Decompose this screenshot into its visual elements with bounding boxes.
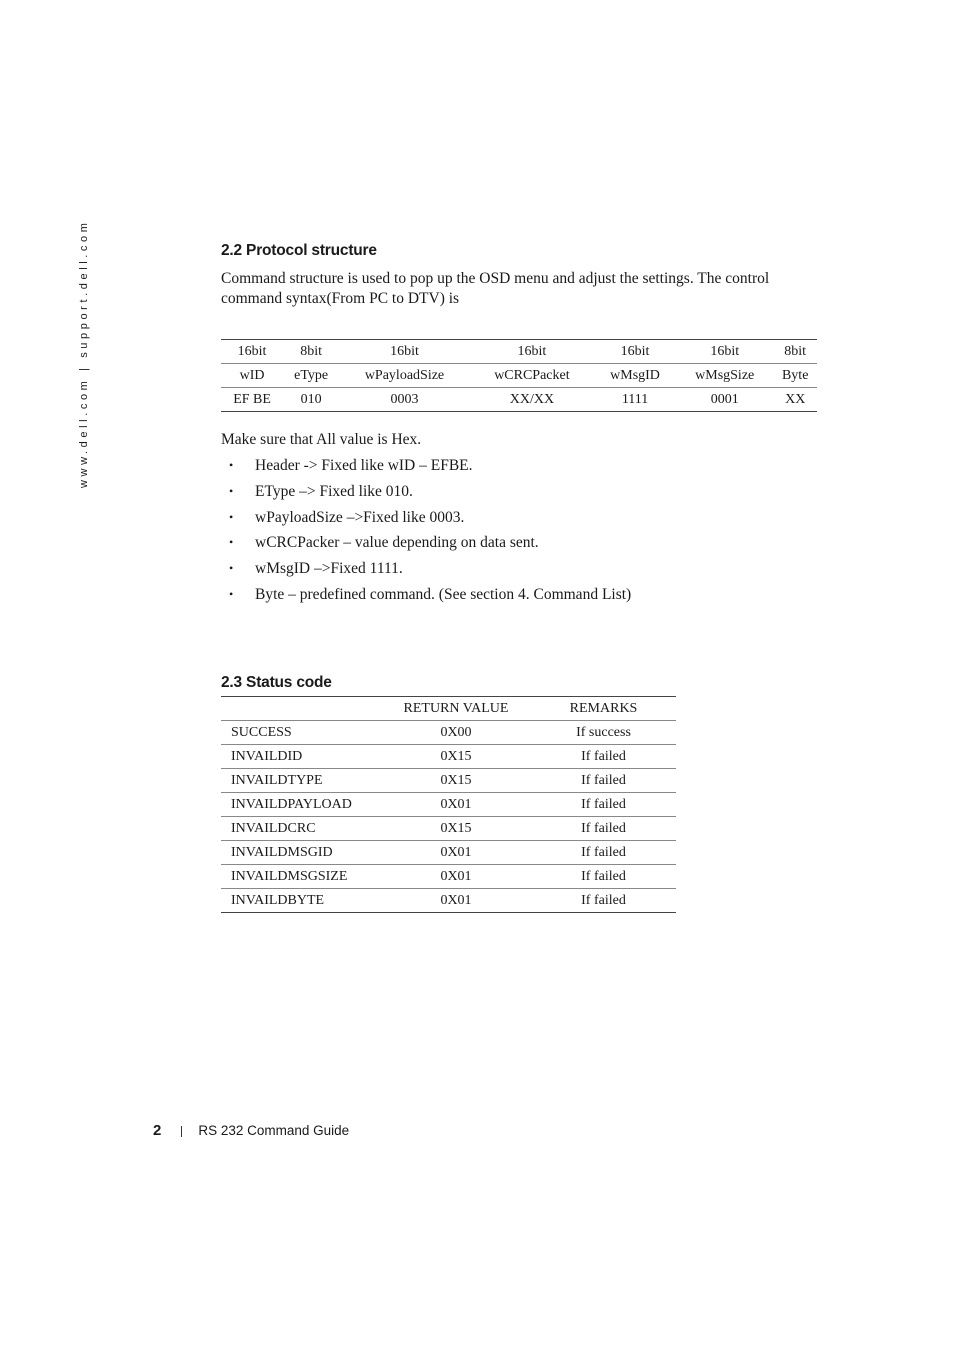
side-url: www.dell.com | support.dell.com: [78, 219, 90, 488]
field-bullet-list: [221, 454, 631, 609]
status-name: INVAILDID: [221, 745, 381, 769]
field-bullet-text: wCRCPacker – value depending on data sent.: [255, 534, 539, 552]
status-name: INVAILDCRC: [221, 817, 381, 841]
field-bullet-item: [221, 557, 631, 583]
protocol-table-cell: Byte: [773, 364, 817, 388]
status-row: [221, 745, 676, 769]
hex-note: [221, 431, 421, 449]
status-return-value: 0X01: [381, 865, 531, 889]
protocol-table-cell: 16bit: [470, 340, 594, 364]
status-col-name: [221, 697, 381, 721]
status-return-value: 0X15: [381, 769, 531, 793]
footer-title: RS 232 Command Guide: [198, 1123, 350, 1138]
protocol-table-cell: wMsgID: [594, 364, 676, 388]
status-return-value: 0X15: [381, 817, 531, 841]
status-remark: If failed: [531, 865, 676, 889]
protocol-table-cell: 8bit: [283, 340, 339, 364]
status-row: [221, 889, 676, 913]
status-row: [221, 841, 676, 865]
protocol-heading: 2.2 Protocol structure: [221, 242, 377, 259]
protocol-table-cell: 8bit: [773, 340, 817, 364]
field-bullet-item: [221, 506, 631, 532]
status-name: INVAILDMSGID: [221, 841, 381, 865]
status-heading: 2.3 Status code: [221, 674, 332, 691]
page-number: 2: [153, 1122, 162, 1139]
status-header-row: [221, 697, 676, 721]
status-return-value: 0X01: [381, 793, 531, 817]
status-remark: If failed: [531, 841, 676, 865]
protocol-table-row: [221, 340, 817, 364]
protocol-table-cell: eType: [283, 364, 339, 388]
field-bullet-item: [221, 480, 631, 506]
protocol-table-row: [221, 388, 817, 412]
status-col-return-value: RETURN VALUE: [381, 697, 531, 721]
protocol-table-cell: 0001: [676, 388, 773, 412]
bullet-dot-icon: •: [229, 458, 234, 472]
footer-separator: [181, 1126, 182, 1137]
status-remark: If failed: [531, 769, 676, 793]
status-return-value: 0X00: [381, 721, 531, 745]
status-name: INVAILDMSGSIZE: [221, 865, 381, 889]
protocol-table-cell: 010: [283, 388, 339, 412]
bullet-dot-icon: •: [229, 535, 234, 550]
protocol-table-cell: wPayloadSize: [339, 364, 470, 388]
field-bullet-text: EType –> Fixed like 010.: [255, 482, 413, 500]
status-return-value: 0X15: [381, 745, 531, 769]
protocol-table-cell: 16bit: [594, 340, 676, 364]
protocol-table-row: [221, 364, 817, 388]
status-return-value: 0X01: [381, 841, 531, 865]
bullet-dot-icon: •: [229, 586, 234, 601]
status-name: SUCCESS: [221, 721, 381, 745]
field-bullet-item: [221, 531, 631, 557]
protocol-table-cell: wMsgSize: [676, 364, 773, 388]
field-bullet-text: wMsgID –>Fixed 1111.: [255, 560, 403, 578]
status-remark: If failed: [531, 889, 676, 913]
status-name: INVAILDTYPE: [221, 769, 381, 793]
bullet-dot-icon: •: [229, 509, 234, 524]
protocol-table-cell: 16bit: [221, 340, 283, 364]
field-bullet-item: [221, 583, 631, 609]
bullet-dot-icon: •: [229, 483, 234, 498]
protocol-table-cell: 16bit: [339, 340, 470, 364]
status-row: [221, 817, 676, 841]
status-row: [221, 721, 676, 745]
field-bullet-text: wPayloadSize –>Fixed like 0003.: [255, 508, 465, 526]
protocol-intro: Command structure is used to pop up the OSD menu and adjust the settings. The control command syntax(From PC to DTV) is: [221, 270, 770, 307]
protocol-table-cell: wCRCPacket: [470, 364, 594, 388]
field-bullet-item: [221, 454, 631, 480]
protocol-table: [221, 339, 817, 412]
field-bullet-text: Byte – predefined command. (See section 4. Command List): [255, 585, 632, 603]
status-remark: If failed: [531, 817, 676, 841]
status-remark: If failed: [531, 745, 676, 769]
status-name: INVAILDPAYLOAD: [221, 793, 381, 817]
protocol-table-cell: 1111: [594, 388, 676, 412]
protocol-table-cell: XX: [773, 388, 817, 412]
page-footer: [153, 1122, 349, 1140]
status-row: [221, 865, 676, 889]
status-code-table: [221, 696, 676, 913]
protocol-table-cell: 0003: [339, 388, 470, 412]
protocol-table-cell: wID: [221, 364, 283, 388]
field-bullet-text: Header -> Fixed like wID – EFBE.: [255, 457, 473, 474]
protocol-table-cell: XX/XX: [470, 388, 594, 412]
status-col-remarks: REMARKS: [531, 697, 676, 721]
status-row: [221, 769, 676, 793]
bullet-dot-icon: •: [229, 561, 234, 576]
hex-note-text: Make sure that All value is Hex.: [221, 431, 422, 448]
status-remark: If success: [531, 721, 676, 745]
status-name: INVAILDBYTE: [221, 889, 381, 913]
status-row: [221, 793, 676, 817]
protocol-table-cell: EF BE: [221, 388, 283, 412]
protocol-table-cell: 16bit: [676, 340, 773, 364]
status-remark: If failed: [531, 793, 676, 817]
status-return-value: 0X01: [381, 889, 531, 913]
